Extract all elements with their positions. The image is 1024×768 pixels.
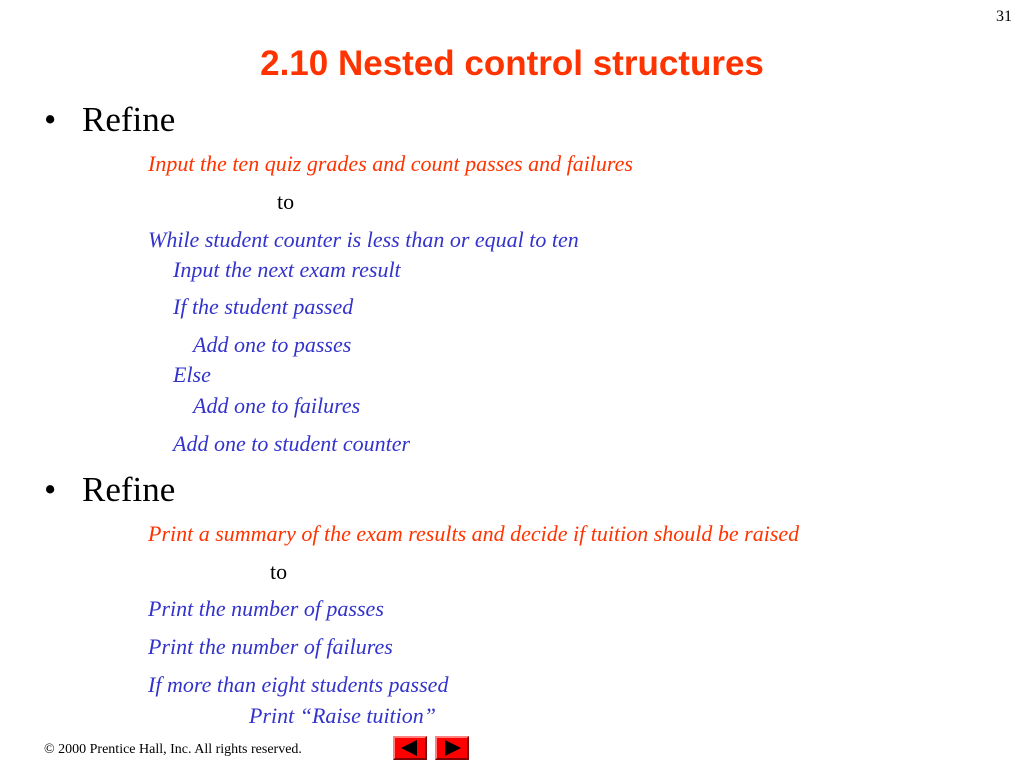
- pseudo-line: Add one to passes: [193, 332, 352, 357]
- bullet-heading: Refine: [82, 100, 176, 139]
- slide-title: 2.10 Nested control structures: [260, 44, 764, 83]
- to-label-2: to: [270, 559, 288, 584]
- bullet-dot: •: [44, 100, 57, 139]
- copyright-symbol: ©: [44, 742, 55, 757]
- copyright-footer: [44, 742, 302, 758]
- left-arrow-icon: [395, 738, 425, 758]
- previous-slide-button[interactable]: [393, 736, 427, 760]
- next-slide-button[interactable]: [435, 736, 469, 760]
- right-arrow-icon: [437, 738, 467, 758]
- pseudo-line: Else: [173, 362, 211, 387]
- bullet-refine-2: [44, 470, 175, 510]
- pseudo-line: Add one to student counter: [173, 431, 411, 456]
- pseudo-line: Print “Raise tuition”: [249, 703, 437, 728]
- pseudo-line: If the student passed: [173, 294, 354, 319]
- pseudo-line: Print the number of passes: [148, 596, 384, 621]
- to-label-1: to: [277, 189, 295, 214]
- bullet-dot: •: [44, 470, 57, 509]
- pseudo-line: If more than eight students passed: [148, 672, 449, 697]
- pseudo-line: Input the next exam result: [173, 257, 401, 282]
- pseudo-line: Add one to failures: [193, 393, 361, 418]
- pseudo-line: While student counter is less than or equal to ten: [148, 227, 579, 252]
- bullet-refine-1: [44, 100, 175, 140]
- bullet-heading: Refine: [82, 470, 176, 509]
- refine-statement-2: Print a summary of the exam results and decide if tuition should be raised: [148, 521, 800, 546]
- pseudo-line: Print the number of failures: [148, 634, 393, 659]
- page-number: 31: [996, 8, 1012, 25]
- refine-statement-1: Input the ten quiz grades and count passes and failures: [148, 151, 633, 176]
- copyright-text: 2000 Prentice Hall, Inc. All rights reserved.: [54, 742, 302, 757]
